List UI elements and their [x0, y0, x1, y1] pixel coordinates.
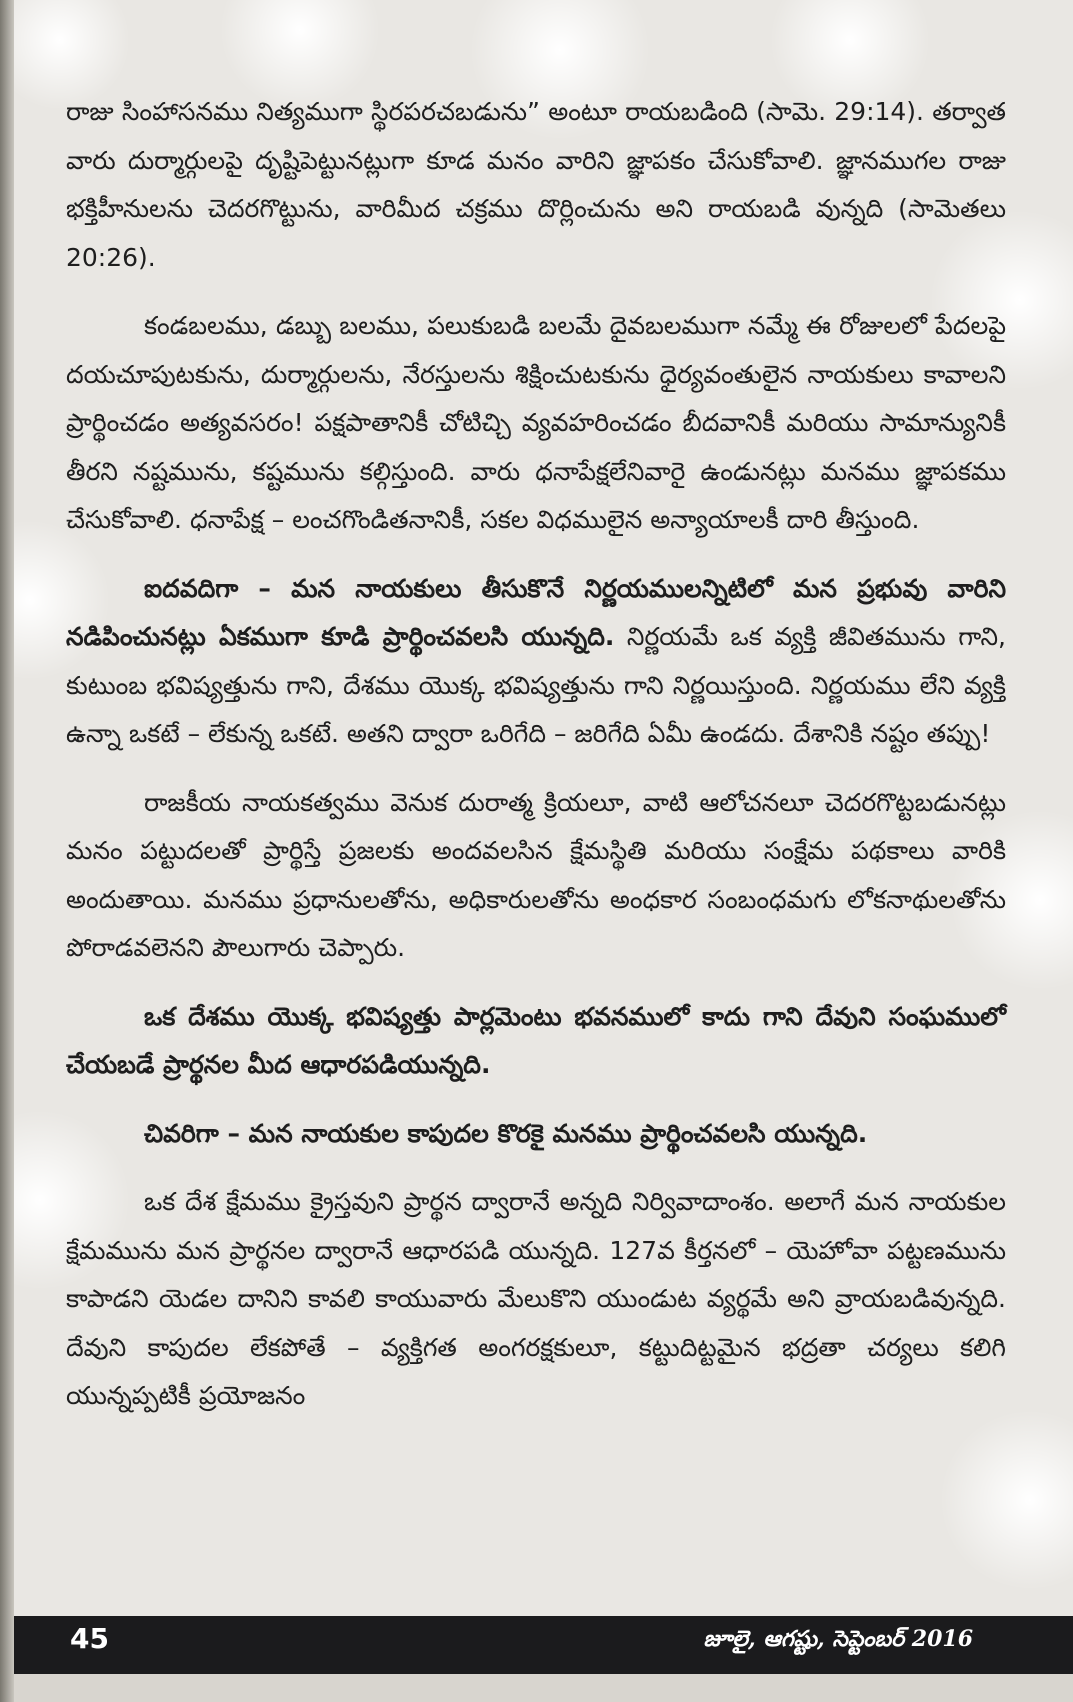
- paragraph-1: రాజు సింహాసనము నిత్యముగా స్థిరపరచబడును” అంటూ రాయబడింది (సామె. 29:14). తర్వాత వారు దుర్మార్గులపై దృష్టిపెట్టునట్లుగా కూడ మనం వారిని జ్ఞాపకం చేసుకోవాలి. జ్ఞానముగల రాజు భక్తిహీనులను చెదరగొట్టును, వారిమీద చక్రము దొర్లించును అని రాయబడి వున్నది (సామెతలు 20:26).: [66, 97, 1006, 272]
- paragraph-6: చివరిగా – మన నాయకుల కాపుదల కొరకై మనము ప్రార్థించవలసి యున్నది.: [144, 1118, 868, 1148]
- article-body: [66, 88, 1006, 1421]
- paragraph-3: [66, 565, 1006, 759]
- paragraph-7: ఒక దేశ క్షేమము క్రైస్తవుని ప్రార్థన ద్వారానే అన్నది నిర్వివాదాంశం. అలాగే మన నాయకుల క్షేమమును మన ప్రార్థనల ద్వారానే ఆధారపడి యున్నది. 127వ కీర్తనలో – యెహోవా పట్టణమును కాపాడని యెడల దానిని కావలి కాయువారు మేలుకొని యుండుట వ్యర్థమే అని వ్రాయబడివున్నది. దేవుని కాపుదల లేకపోతే – వ్యక్తిగత అంగరక్షకులూ, కట్టుదిట్టమైన భద్రతా చర్యలు కలిగి యున్నప్పటికీ ప్రయోజనం: [66, 1187, 1006, 1410]
- paragraph-3-bold-lead: ఐదవదిగా – మన నాయకులు తీసుకొనే నిర్ణయములన్నిటిలో మన ప్రభువు వారిని నడిపించునట్లు ఏకముగా కూడి ప్రార్థించవలసి యున్నది.: [66, 573, 1006, 651]
- paragraph-3-rest: నిర్ణయమే ఒక వ్యక్తి జీవితమును గాని, కుటుంబ భవిష్యత్తును గాని, దేశము యొక్క భవిష్యత్తును గాని నిర్ణయిస్తుంది. నిర్ణయము లేని వ్యక్తి ఉన్నా ఒకటే – లేకున్న ఒకటే. అతని ద్వారా ఒరిగేది – జరిగేది ఏమీ ఉండదు. దేశానికి నష్టం తప్పు!: [66, 622, 1006, 748]
- paragraph-2: కండబలము, డబ్బు బలము, పలుకుబడి బలమే దైవబలముగా నమ్మే ఈ రోజులలో పేదలపై దయచూపుటకును, దుర్మార్గులను, నేరస్తులను శిక్షించుటకును ధైర్యవంతులైన నాయకులు కావాలని ప్రార్థించడం అత్యవసరం! పక్షపాతానికీ చోటిచ్చి వ్యవహరించడం బీదవానికీ మరియు సామాన్యునికీ తీరని నష్టమును, కష్టమును కల్గిస్తుంది. వారు ధనాపేక్షలేనివారై ఉండునట్లు మనము జ్ఞాపకము చేసుకోవాలి. ధనాపేక్ష – లంచగొండితనానికీ, సకల విధములైన అన్యాయాలకీ దారి తీస్తుంది.: [66, 311, 1006, 534]
- paragraph-5: ఒక దేశము యొక్క భవిష్యత్తు పార్లమెంటు భవనములో కాదు గాని దేవుని సంఘములో చేయబడే ప్రార్థనల మీద ఆధారపడియున్నది.: [66, 1001, 1006, 1079]
- page-number: 45: [70, 1622, 109, 1655]
- page-bottom-edge: [14, 1674, 1073, 1702]
- book-spine-shadow: [0, 0, 14, 1702]
- paragraph-4: రాజకీయ నాయకత్వము వెనుక దురాత్మ క్రియలూ, వాటి ఆలోచనలూ చెదరగొట్టబడునట్లు మనం పట్టుదలతో ప్రార్థిస్తే ప్రజలకు అందవలసిన క్షేమస్థితి మరియు సంక్షేమ పథకాలు వారికి అందుతాయి. మనము ప్రధానులతోను, అధికారులతోను అంధకార సంబంధమగు లోకనాథులతోను పోరాడవలెనని పౌలుగారు చెప్పారు.: [66, 787, 1006, 962]
- issue-date: జూలై, ఆగష్టు, సెప్టెంబర్ 2016: [703, 1626, 973, 1652]
